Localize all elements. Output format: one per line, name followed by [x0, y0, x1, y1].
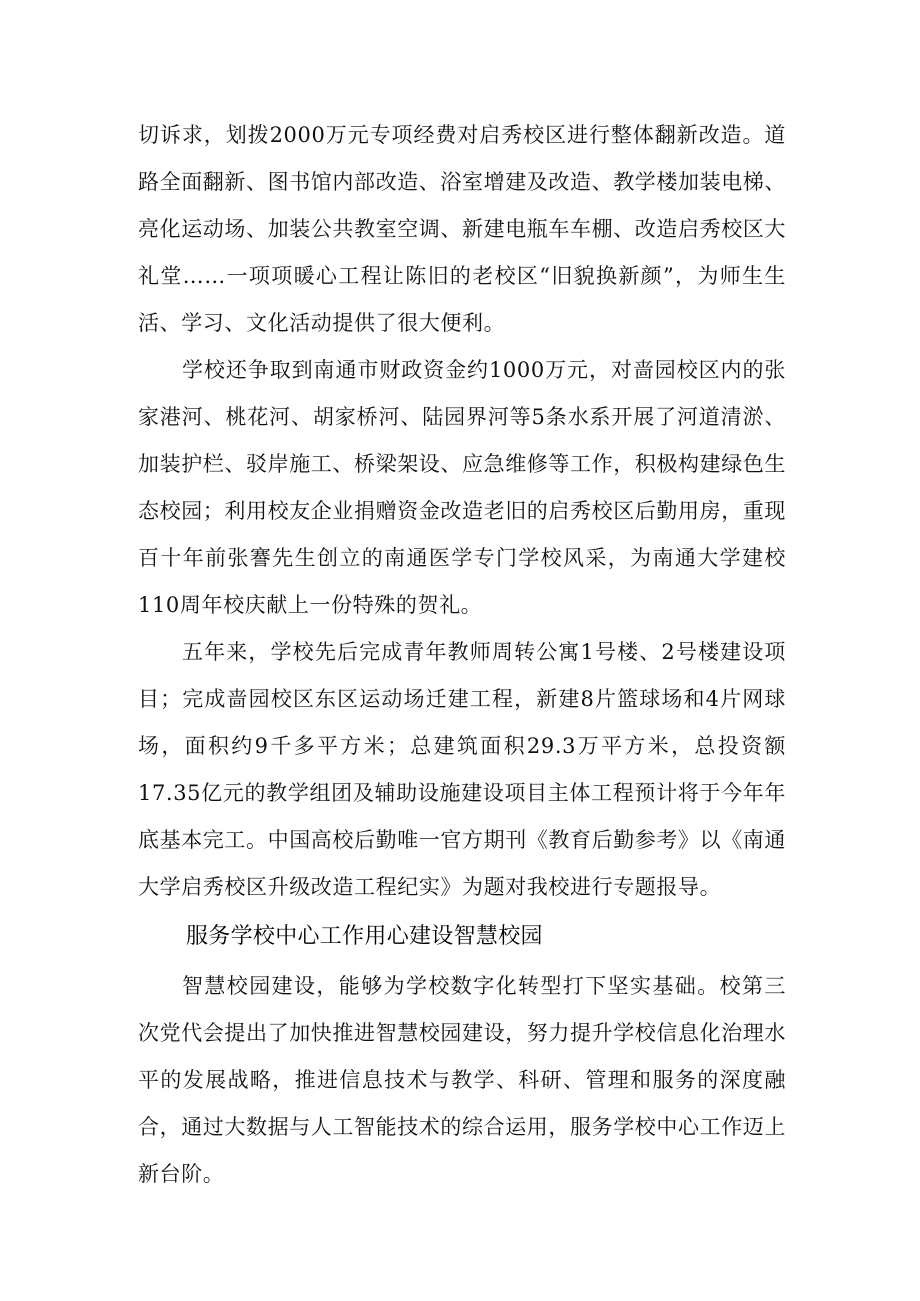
paragraph-campus-renovation: 切诉求，划拨2000万元专项经费对启秀校区进行整体翻新改造。道路全面翻新、图书馆内部改造、浴室增建及改造、教学楼加装电梯、亮化运动场、加装公共教室空调、新建电瓶车车棚、改造启秀校区大礼堂……一项项暖心工程让陈旧的老校区“旧貌换新颜”，为师生生活、学习、文化活动提供了很大便利。: [138, 123, 786, 335]
paragraph-five-year-construction: 五年来，学校先后完成青年教师周转公寓1号楼、2号楼建设项目；完成啬园校区东区运动场迁建工程，新建8片篮球场和4片网球场，面积约9千多平方米；总建筑面积29.3万平方米，总投资额17.35亿元的教学组团及辅助设施建设项目主体工程预计将于今年年底基本完工。中国高校后勤唯一官方期刊《教育后勤参考》以《南通大学启秀校区升级改造工程纪实》为题对我校进行专题报导。: [138, 640, 786, 899]
section-heading: 服务学校中心工作用心建设智慧校园: [186, 924, 543, 949]
paragraph-smart-campus: 智慧校园建设，能够为学校数字化转型打下坚实基础。校第三次党代会提出了加快推进智慧校园建设，努力提升学校信息化治理水平的发展战略，推进信息技术与教学、科研、管理和服务的深度融合，通过大数据与人工智能技术的综合运用，服务学校中心工作迈上新台阶。: [138, 974, 786, 1186]
document-body: [138, 112, 786, 1198]
paragraph-river-ecology: 学校还争取到南通市财政资金约1000万元，对啬园校区内的张家港河、桃花河、胡家桥河、陆园界河等5条水系开展了河道清淤、加装护栏、驳岸施工、桥梁架设、应急维修等工作，积极构建绿色生态校园；利用校友企业捐赠资金改造老旧的启秀校区后勤用房，重现百十年前张謇先生创立的南通医学专门学校风采，为南通大学建校110周年校庆献上一份特殊的贺礼。: [138, 358, 786, 617]
